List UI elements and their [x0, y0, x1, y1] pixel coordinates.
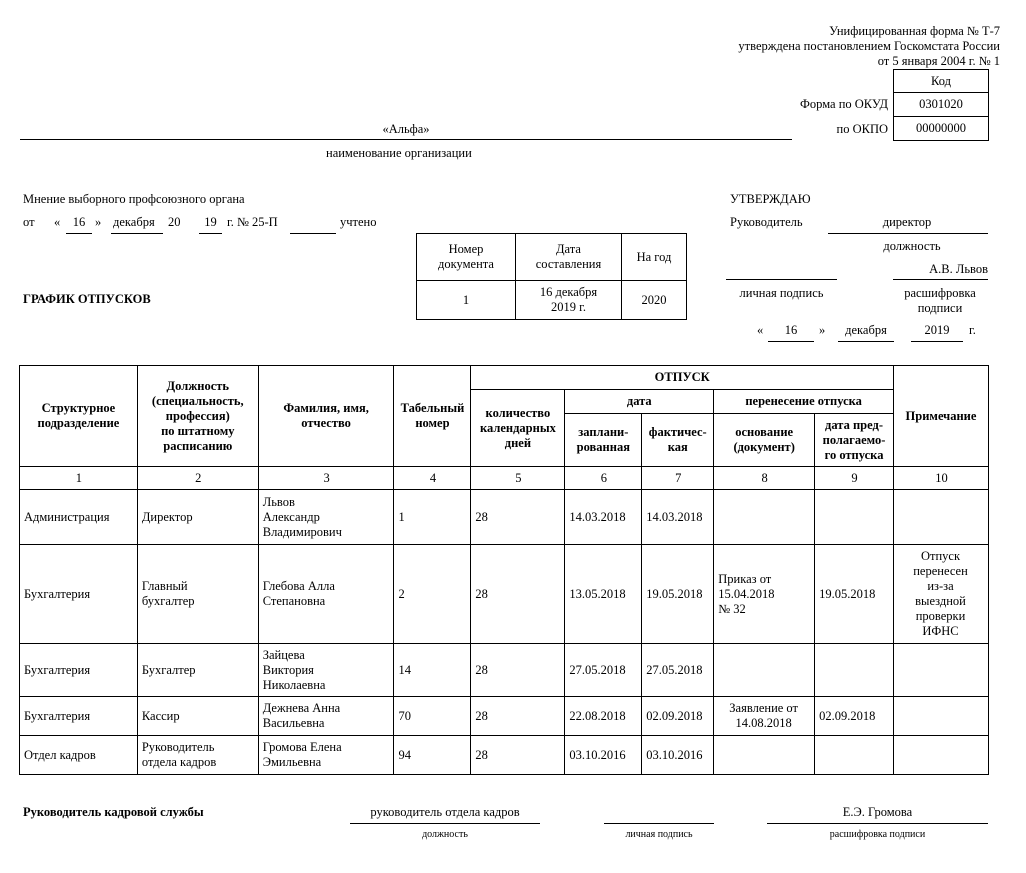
- approve-head-label: Руководитель: [730, 215, 803, 229]
- cell-unit: Бухгалтерия: [20, 644, 138, 697]
- cell-planned: 22.08.2018: [565, 697, 642, 736]
- approve-quote-open: «: [757, 323, 764, 337]
- doc-year-header: На год: [622, 234, 687, 281]
- approve-day: 16: [784, 323, 798, 337]
- th-tab: Табельный номер: [394, 366, 471, 467]
- footer-label: Руководитель кадровой службы: [23, 805, 204, 819]
- cell-fio: Дежнева Анна Васильевна: [258, 697, 394, 736]
- th-transfer-group: перенесение отпуска: [714, 390, 894, 414]
- doc-info-table: [416, 233, 687, 320]
- code-header-cell: Код: [893, 69, 989, 93]
- footer-position: руководитель отдела кадров: [370, 805, 520, 819]
- okpo-value-cell: 00000000: [893, 116, 989, 141]
- approve-year: 2019: [924, 323, 950, 337]
- okud-label: Форма по ОКУД: [800, 97, 888, 111]
- approve-day-line: [768, 341, 814, 342]
- approve-quote-close: »: [819, 323, 826, 337]
- approve-position-caption: должность: [883, 239, 941, 253]
- union-blank-line: [290, 233, 336, 234]
- form-line-1: Унифицированная форма № Т-7: [829, 24, 1000, 38]
- column-number: 8: [714, 467, 815, 490]
- footer-cap-decode: расшифровка подписи: [829, 829, 926, 840]
- approve-position: директор: [882, 215, 932, 229]
- approve-title: УТВЕРЖДАЮ: [730, 192, 811, 206]
- cell-tab: 2: [394, 545, 471, 644]
- column-number: 5: [471, 467, 565, 490]
- form-header: [738, 24, 1000, 69]
- cell-basis: [714, 644, 815, 697]
- union-day-line: [66, 233, 92, 234]
- approve-position-line: [828, 233, 988, 234]
- union-month: декабря: [113, 215, 155, 229]
- union-day: 16: [72, 215, 86, 229]
- org-name: «Альфа»: [382, 122, 430, 136]
- th-planned: заплани- рованная: [565, 414, 642, 467]
- column-number: 6: [565, 467, 642, 490]
- approve-name: А.В. Львов: [929, 262, 988, 276]
- union-label: Мнение выборного профсоюзного органа: [23, 192, 245, 206]
- th-days: количество календарных дней: [471, 390, 565, 467]
- cell-planned: 03.10.2016: [565, 736, 642, 775]
- cell-basis: Приказ от 15.04.2018 № 32: [714, 545, 815, 644]
- th-date-group: дата: [565, 390, 714, 414]
- footer-name: Е.Э. Громова: [842, 805, 913, 819]
- cell-transfer-date: 19.05.2018: [815, 545, 894, 644]
- cell-fio: Львов Александр Владимирович: [258, 490, 394, 545]
- cell-transfer-date: [815, 490, 894, 545]
- cell-basis: Заявление от 14.08.2018: [714, 697, 815, 736]
- cell-fio: Зайцева Виктория Николаевна: [258, 644, 394, 697]
- doc-year-value: 2020: [622, 281, 687, 320]
- cell-actual: 03.10.2016: [642, 736, 714, 775]
- cell-transfer-date: [815, 644, 894, 697]
- okpo-label: по ОКПО: [836, 122, 888, 136]
- cell-position: Руководитель отдела кадров: [137, 736, 258, 775]
- cell-basis: [714, 736, 815, 775]
- th-basis: основание (документ): [714, 414, 815, 467]
- union-year-line: [199, 233, 222, 234]
- doc-number-value: 1: [417, 281, 516, 320]
- form-line-3: от 5 января 2004 г. № 1: [877, 54, 1000, 68]
- cell-fio: Глебова Алла Степановна: [258, 545, 394, 644]
- cell-tab: 70: [394, 697, 471, 736]
- th-note: Примечание: [894, 366, 989, 467]
- th-unit: Структурное подразделение: [20, 366, 138, 467]
- union-from: от: [23, 215, 35, 229]
- doc-title: ГРАФИК ОТПУСКОВ: [23, 292, 151, 306]
- cell-days: 28: [471, 697, 565, 736]
- cell-position: Директор: [137, 490, 258, 545]
- approve-month: декабря: [845, 323, 887, 337]
- cell-basis: [714, 490, 815, 545]
- cell-actual: 02.09.2018: [642, 697, 714, 736]
- approve-signature-line: [726, 279, 837, 280]
- cell-transfer-date: [815, 736, 894, 775]
- union-year-prefix: 20: [168, 215, 181, 229]
- table-row: [20, 736, 989, 775]
- okud-value-cell: 0301020: [893, 92, 989, 117]
- doc-date-header: Дата составления: [516, 234, 622, 281]
- cell-tab: 14: [394, 644, 471, 697]
- approve-year-suffix: г.: [969, 323, 976, 337]
- approve-year-line: [911, 341, 963, 342]
- th-fio: Фамилия, имя, отчество: [258, 366, 394, 467]
- union-year-suffix: 19: [204, 215, 217, 229]
- th-transfer-date: дата пред- полагаемо- го отпуска: [815, 414, 894, 467]
- cell-unit: Отдел кадров: [20, 736, 138, 775]
- union-taken: учтено: [340, 215, 377, 229]
- cell-days: 28: [471, 736, 565, 775]
- cell-days: 28: [471, 545, 565, 644]
- org-caption: наименование организации: [326, 146, 472, 160]
- approve-month-line: [838, 341, 894, 342]
- cell-unit: Администрация: [20, 490, 138, 545]
- approve-decode-caption: расшифровка подписи: [904, 286, 976, 315]
- cell-note: [894, 644, 989, 697]
- approve-signature-caption: личная подпись: [739, 286, 824, 300]
- union-number: г. № 25-П: [227, 215, 278, 229]
- cell-unit: Бухгалтерия: [20, 697, 138, 736]
- column-number: 1: [20, 467, 138, 490]
- union-quote-open: «: [54, 215, 61, 229]
- doc-number-header: Номер документа: [417, 234, 516, 281]
- column-number-row: [20, 467, 989, 490]
- table-row: [20, 490, 989, 545]
- th-actual: фактичес- кая: [642, 414, 714, 467]
- table-row: [20, 545, 989, 644]
- column-number: 3: [258, 467, 394, 490]
- cell-unit: Бухгалтерия: [20, 545, 138, 644]
- column-number: 7: [642, 467, 714, 490]
- cell-planned: 14.03.2018: [565, 490, 642, 545]
- cell-days: 28: [471, 644, 565, 697]
- footer-cap-signature: личная подпись: [625, 829, 693, 840]
- doc-date-value: 16 декабря 2019 г.: [516, 281, 622, 320]
- union-quote-close: »: [95, 215, 102, 229]
- table-row: [20, 697, 989, 736]
- cell-note: [894, 697, 989, 736]
- cell-transfer-date: 02.09.2018: [815, 697, 894, 736]
- column-number: 9: [815, 467, 894, 490]
- cell-actual: 19.05.2018: [642, 545, 714, 644]
- cell-note: Отпуск перенесен из-за выездной проверки ИФНС: [894, 545, 989, 644]
- table-row: [20, 644, 989, 697]
- footer-signature-line: [604, 823, 714, 824]
- form-line-2: утверждена постановлением Госкомстата России: [738, 39, 1000, 53]
- th-position: Должность (специальность, профессия) по штатному расписанию: [137, 366, 258, 467]
- footer-position-line: [350, 823, 540, 824]
- org-name-underline: [20, 139, 792, 140]
- th-vacation: ОТПУСК: [471, 366, 894, 390]
- cell-planned: 27.05.2018: [565, 644, 642, 697]
- cell-position: Бухгалтер: [137, 644, 258, 697]
- footer-cap-position: должность: [422, 829, 468, 840]
- column-number: 2: [137, 467, 258, 490]
- footer-name-line: [767, 823, 988, 824]
- cell-note: [894, 736, 989, 775]
- cell-tab: 94: [394, 736, 471, 775]
- cell-note: [894, 490, 989, 545]
- cell-actual: 14.03.2018: [642, 490, 714, 545]
- approve-name-line: [893, 279, 988, 280]
- cell-position: Главный бухгалтер: [137, 545, 258, 644]
- cell-tab: 1: [394, 490, 471, 545]
- cell-days: 28: [471, 490, 565, 545]
- cell-position: Кассир: [137, 697, 258, 736]
- cell-actual: 27.05.2018: [642, 644, 714, 697]
- cell-fio: Громова Елена Эмильевна: [258, 736, 394, 775]
- column-number: 10: [894, 467, 989, 490]
- union-month-line: [111, 233, 163, 234]
- cell-planned: 13.05.2018: [565, 545, 642, 644]
- column-number: 4: [394, 467, 471, 490]
- vacation-schedule-table: [19, 365, 989, 775]
